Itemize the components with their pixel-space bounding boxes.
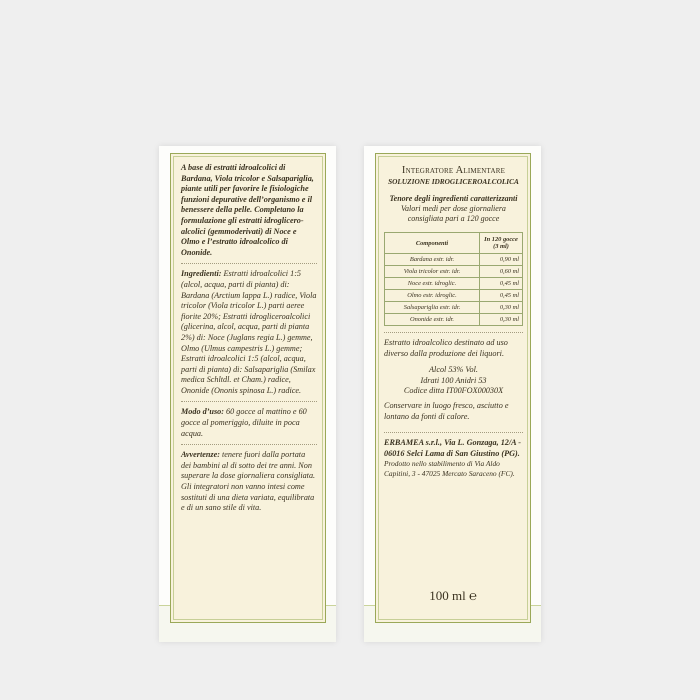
product-subtitle: SOLUZIONE IDROGLICEROALCOLICA — [388, 177, 519, 186]
divider — [181, 263, 317, 264]
product-title: Integratore Alimentare — [401, 165, 506, 176]
table-row — [385, 302, 523, 314]
warnings-label: Avvertenze: — [181, 450, 220, 460]
table-row — [385, 314, 523, 326]
table-cell-name: Bardana estr. idr. — [385, 254, 480, 266]
table-cell-name: Noce estr. idroglic. — [385, 278, 480, 290]
usage-label: Modo d’uso: — [181, 407, 224, 417]
warnings-paragraph — [181, 450, 317, 514]
usage-text: 60 gocce al mattino e 60 gocce al pomeriggio, diluite in poca acqua. — [181, 407, 307, 438]
ingredients-paragraph — [181, 269, 317, 396]
usage-paragraph — [181, 407, 317, 439]
tenore-heading: Tenore degli ingredienti caratterizzanti — [389, 194, 518, 203]
ingredients-label: Ingredienti: — [181, 269, 222, 279]
table-row — [385, 266, 523, 278]
divider — [181, 401, 317, 402]
table-row — [385, 290, 523, 302]
alcohol-content: Alcol 53% Vol. — [429, 365, 478, 375]
table-cell-value: 0,45 ml — [480, 290, 523, 302]
company-address-text: ERBAMEA s.r.l., Via L. Gonzaga, 12/A - 06016 Selci Lama di San Giustino (PG). — [384, 438, 521, 458]
divider — [384, 432, 523, 433]
hydrates-info: Idrati 100 Anidri 53 — [420, 375, 487, 385]
left-label — [170, 153, 326, 623]
divider — [181, 444, 317, 445]
table-cell-value: 0,60 ml — [480, 266, 523, 278]
table-cell-name: Viola tricolor estr. idr. — [385, 266, 480, 278]
ingredients-table — [384, 232, 523, 326]
net-volume: 100 ml ℮ — [429, 588, 477, 603]
company-address — [384, 438, 523, 459]
table-header-dose: In 120 gocce (3 ml) — [480, 233, 523, 254]
table-cell-value: 0,30 ml — [480, 314, 523, 326]
right-label — [375, 153, 531, 623]
table-cell-value: 0,90 ml — [480, 254, 523, 266]
table-cell-name: Ononide estr. idr. — [385, 314, 480, 326]
table-header-components: Componenti — [385, 233, 480, 254]
table-cell-name: Olmo estr. idroglic. — [385, 290, 480, 302]
table-cell-value: 0,45 ml — [480, 278, 523, 290]
divider — [384, 332, 523, 333]
table-cell-name: Salsapariglia estr. idr. — [385, 302, 480, 314]
production-site: Prodotto nello stabilimento di Via Aldo Capitini, 3 - 47025 Mercato Saraceno (FC). — [384, 459, 515, 478]
company-code: Codice ditta IT00FOX00030X — [403, 386, 504, 396]
extract-note: Estratto idroalcolico destinato ad uso diverso dalla produzione dei liquori. — [384, 338, 508, 358]
table-cell-value: 0,30 ml — [480, 302, 523, 314]
intro-text: A base di estratti idroalcolici di Bardana, Viola tricolor e Salsapariglia, piante utili per favorire le fisiologiche funzioni depurative dell’organismo e il benessere della pelle. Completano la formulazione gli estratti idroglicero-alcolici (gemmoderivati) di Noce e Olmo e l’estratto idroalcolico di Ononide. — [181, 163, 314, 257]
storage-note: Conservare in luogo fresco, asciutto e lontano da fonti di calore. — [384, 400, 509, 421]
table-row — [385, 278, 523, 290]
tenore-subheading: Valori medi per dose giornaliera consigliata pari a 120 gocce — [401, 204, 506, 223]
table-header-row — [385, 233, 523, 254]
table-row — [385, 254, 523, 266]
warnings-text: tenere fuori dalla portata dei bambini al di sotto dei tre anni. Non superare la dose giornaliera consigliata. Gli integratori non vanno intesi come sostituti di una dieta variata, equilibrata e di un sano stile di vita. — [181, 450, 316, 513]
ingredients-text: Estratti idroalcolici 1:5 (alcol, acqua, parti di pianta) di: Bardana (Arctium lappa L.) radice, Viola tricolor (Viola tricolor L.) parti aeree fiorite 20%; Estratti idrogliceroalcolici (glicerina, alcol, acqua, parti di pianta 2%) di: Noce (Juglans regia L.) gemme, Olmo (Ulmus campestris L.) gemme; Estratti idroalcolici 1:5 (alcol, acqua, parti di pianta) di: Salsapariglia (Smilax medica Schltdl. et Cham.) radice, Ononide (Ononis spinosa L.) radice. — [181, 269, 317, 395]
